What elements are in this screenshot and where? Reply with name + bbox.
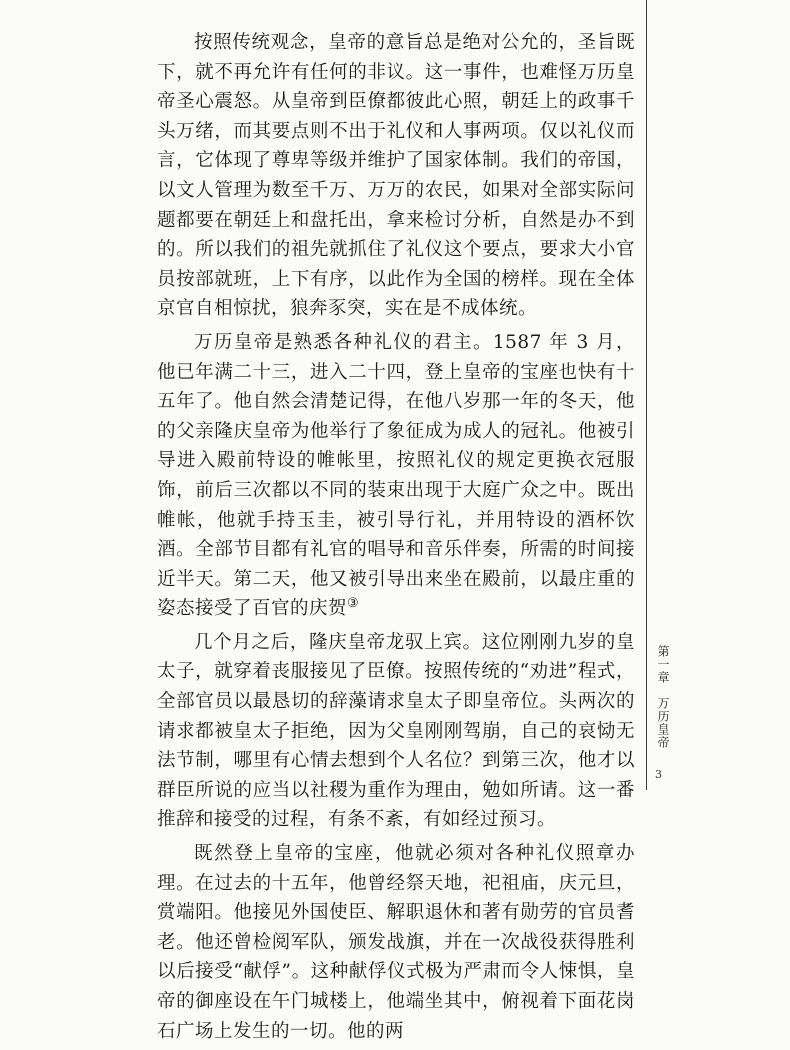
running-head: 第一章 万历皇帝: [656, 645, 670, 749]
paragraph-2: [157, 328, 635, 624]
paragraph-2-text: 万历皇帝是熟悉各种礼仪的君主。1587 年 3 月，他已年满二十三，进入二十四，登上皇帝的宝座也快有十五年了。他自然会清楚记得，在他八岁那一年的冬天，他的父亲隆庆皇帝为他举行了象征成为成人的冠礼。他被引导进入殿前特设的帷帐里，按照礼仪的规定更换衣冠服饰，前后三次都以不同的装束出现于大庭广众之中。既出帷帐，他就手持玉圭，被引导行礼，并用特设的酒杯饮酒。全部节目都有礼官的唱导和音乐伴奏，所需的时间接近半天。第二天，他又被引导出来坐在殿前，以最庄重的姿态接受了百官的庆贺: [157, 331, 635, 620]
body-text: [157, 28, 635, 1050]
footnote-reference: ③: [347, 596, 360, 612]
paragraph-1: 按照传统观念，皇帝的意旨总是绝对公允的，圣旨既下，就不再允许有任何的非议。这一事件，也难怪万历皇帝圣心震怒。从皇帝到臣僚都彼此心照，朝廷上的政事千头万绪，而其要点则不出于礼仪和人事两项。仅以礼仪而言，它体现了尊卑等级并维护了国家体制。我们的帝国，以文人管理为数至千万、万万的农民，如果对全部实际问题都要在朝廷上和盘托出，拿来检讨分析，自然是办不到的。所以我们的祖先就抓住了礼仪这个要点，要求大小官员按部就班，上下有序，以此作为全国的榜样。现在全体京官自相惊扰，狼奔豕突，实在是不成体统。: [157, 32, 635, 320]
page-number: 3: [655, 768, 662, 781]
paragraph-3: 几个月之后，隆庆皇帝龙驭上宾。这位刚刚九岁的皇太子，就穿着丧服接见了臣僚。按照传统的“劝进”程式，全部官员以最恳切的辞藻请求皇太子即皇帝位。头两次的请求都被皇太子拒绝，因为父皇刚刚驾崩，自己的哀恸无法节制，哪里有心情去想到个人名位？到第三次，他才以群臣所说的应当以社稷为重作为理由，勉如所请。这一番推辞和接受的过程，有条不紊，有如经过预习。: [157, 631, 635, 831]
paragraph-4: 既然登上皇帝的宝座，他就必须对各种礼仪照章办理。在过去的十五年，他曾经祭天地，祀祖庙，庆元旦，赏端阳。他接见外国使臣、解职退休和著有勋劳的官员耆老。他还曾检阅军队，颁发战旗，并在一次战役获得胜利以后接受“献俘”。这种献俘仪式极为严肃而令人悚惧，皇帝的御座设在午门城楼上，他端坐其中，俯视着下面花岗石广场上发生的一切。他的两: [157, 843, 635, 1042]
margin-rule: [646, 0, 647, 790]
